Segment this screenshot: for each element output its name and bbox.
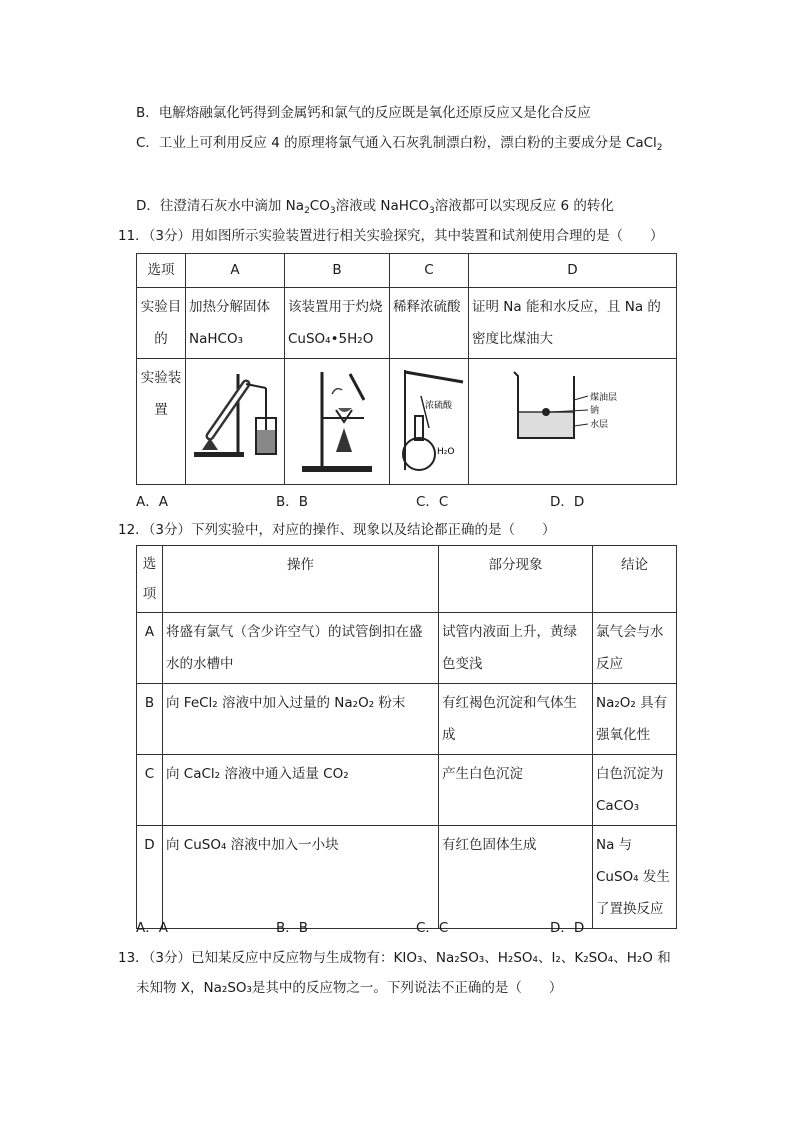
q12-row-b-conclusion: Na₂O₂ 具有强氧化性 <box>593 684 677 755</box>
q10-option-c <box>136 133 663 158</box>
q12-row-c-option: C <box>137 755 163 826</box>
q12-stem: 12．（3分）下列实验中，对应的操作、现象以及结论都正确的是（ ） <box>118 522 556 538</box>
q11-stem: 11．（3分）用如图所示实验装置进行相关实验探究，其中装置和试剂使用合理的是（ ） <box>118 228 664 244</box>
q12-row-a-option: A <box>137 613 163 684</box>
q12-row-a <box>137 613 677 684</box>
q12-header-option: 选项 <box>137 546 163 613</box>
q12-table <box>136 545 677 929</box>
q11-apparatus-c <box>390 359 469 485</box>
q11-table <box>136 253 677 485</box>
q11-header-option: 选项 <box>137 254 186 288</box>
q11-answer-c[interactable]: C．C <box>416 494 449 510</box>
q12-row-c-conclusion: 白色沉淀为CaCO₃ <box>593 755 677 826</box>
q11-header-a: A <box>186 254 285 288</box>
apparatus-a-heating-tube-image <box>190 366 280 466</box>
q11-apparatus-d <box>469 359 677 485</box>
q11-purpose-c: 稀释浓硫酸 <box>390 288 469 359</box>
q12-answer-a[interactable]: A．A <box>136 920 168 936</box>
apparatus-c-flask-image <box>393 366 467 476</box>
q12-header-phenomenon: 部分现象 <box>439 546 593 613</box>
q12-row-d-option: D <box>137 826 163 929</box>
q12-row-d-conclusion: Na 与 CuSO₄ 发生了置换反应 <box>593 826 677 929</box>
q11-header-c: C <box>390 254 469 288</box>
q10-option-d: D．往澄清石灰水中滴加 $Na_2CO_3$溶液或 NaHCO$_3$溶液都可以实现反应 6 的转化 <box>136 198 614 216</box>
q12-row-c <box>137 755 677 826</box>
q11-header-row <box>137 254 677 288</box>
q11-apparatus-row <box>137 359 677 485</box>
q11-purpose-label: 实验目的 <box>137 288 186 359</box>
q12-row-b <box>137 684 677 755</box>
q12-header-conclusion: 结论 <box>593 546 677 613</box>
q12-answer-options <box>136 916 584 936</box>
q12-header-operation: 操作 <box>163 546 439 613</box>
q12-row-c-phenomenon: 产生白色沉淀 <box>439 755 593 826</box>
q13-stem-line1: 13．（3分）已知某反应中反应物与生成物有：KIO₃、Na₂SO₃、H₂SO₄、I₂、K₂SO₄、H₂O 和 <box>118 950 671 966</box>
q12-row-b-option: B <box>137 684 163 755</box>
q12-row-a-phenomenon: 试管内液面上升，黄绿色变浅 <box>439 613 593 684</box>
q11-answer-b[interactable]: B．B <box>276 494 309 510</box>
q12-row-b-phenomenon: 有红褐色沉淀和气体生成 <box>439 684 593 755</box>
beaker-label-kerosene: 煤油层 <box>589 393 617 403</box>
q11-answer-d[interactable]: D．D <box>550 494 585 510</box>
q11-answer-a[interactable]: A．A <box>136 494 168 510</box>
apparatus-d-beaker-image <box>508 366 638 446</box>
q12-answer-b[interactable]: B．B <box>276 920 309 936</box>
flask-label-water: H₂O <box>437 447 455 457</box>
flask-label-acid: 浓硫酸 <box>425 401 453 411</box>
q11-purpose-b: 该装置用于灼烧CuSO₄•5H₂O <box>285 288 390 359</box>
q11-apparatus-a <box>186 359 285 485</box>
q12-answer-c[interactable]: C．C <box>416 920 449 936</box>
beaker-label-water: 水层 <box>589 420 608 430</box>
q10-option-c-sub: 2 <box>656 143 663 153</box>
q11-purpose-d: 证明 Na 能和水反应，且 Na 的密度比煤油大 <box>469 288 677 359</box>
q12-row-a-conclusion: 氯气会与水反应 <box>593 613 677 684</box>
beaker-label-sodium: 钠 <box>589 406 599 416</box>
q10-option-c-text: C．工业上可利用反应 4 的原理将氯气通入石灰乳制漂白粉，漂白粉的主要成分是 CaCl <box>136 135 657 151</box>
q12-row-c-operation: 向 CaCl₂ 溶液中通入适量 CO₂ <box>163 755 439 826</box>
q10-option-b: B．电解熔融氯化钙得到金属钙和氯气的反应既是氧化还原反应又是化合反应 <box>136 105 591 121</box>
apparatus-b-crucible-image <box>292 366 382 476</box>
q12-row-d-phenomenon: 有红色固体生成 <box>439 826 593 929</box>
q12-row-d-operation: 向 CuSO₄ 溶液中加入一小块 <box>163 826 439 929</box>
q11-header-d: D <box>469 254 677 288</box>
q12-answer-d[interactable]: D．D <box>550 920 585 936</box>
q11-apparatus-label: 实验装置 <box>137 359 186 485</box>
q11-purpose-a: 加热分解固体NaHCO₃ <box>186 288 285 359</box>
q12-header-row <box>137 546 677 613</box>
q11-header-b: B <box>285 254 390 288</box>
q13-stem-line2: 未知物 X，Na₂SO₃是其中的反应物之一。下列说法不正确的是（ ） <box>136 980 563 996</box>
q12-row-d <box>137 826 677 929</box>
q11-apparatus-b <box>285 359 390 485</box>
q11-answer-options <box>136 490 584 510</box>
q11-purpose-row <box>137 288 677 359</box>
q12-row-b-operation: 向 FeCl₂ 溶液中加入过量的 Na₂O₂ 粉末 <box>163 684 439 755</box>
q12-row-a-operation: 将盛有氯气（含少许空气）的试管倒扣在盛水的水槽中 <box>163 613 439 684</box>
